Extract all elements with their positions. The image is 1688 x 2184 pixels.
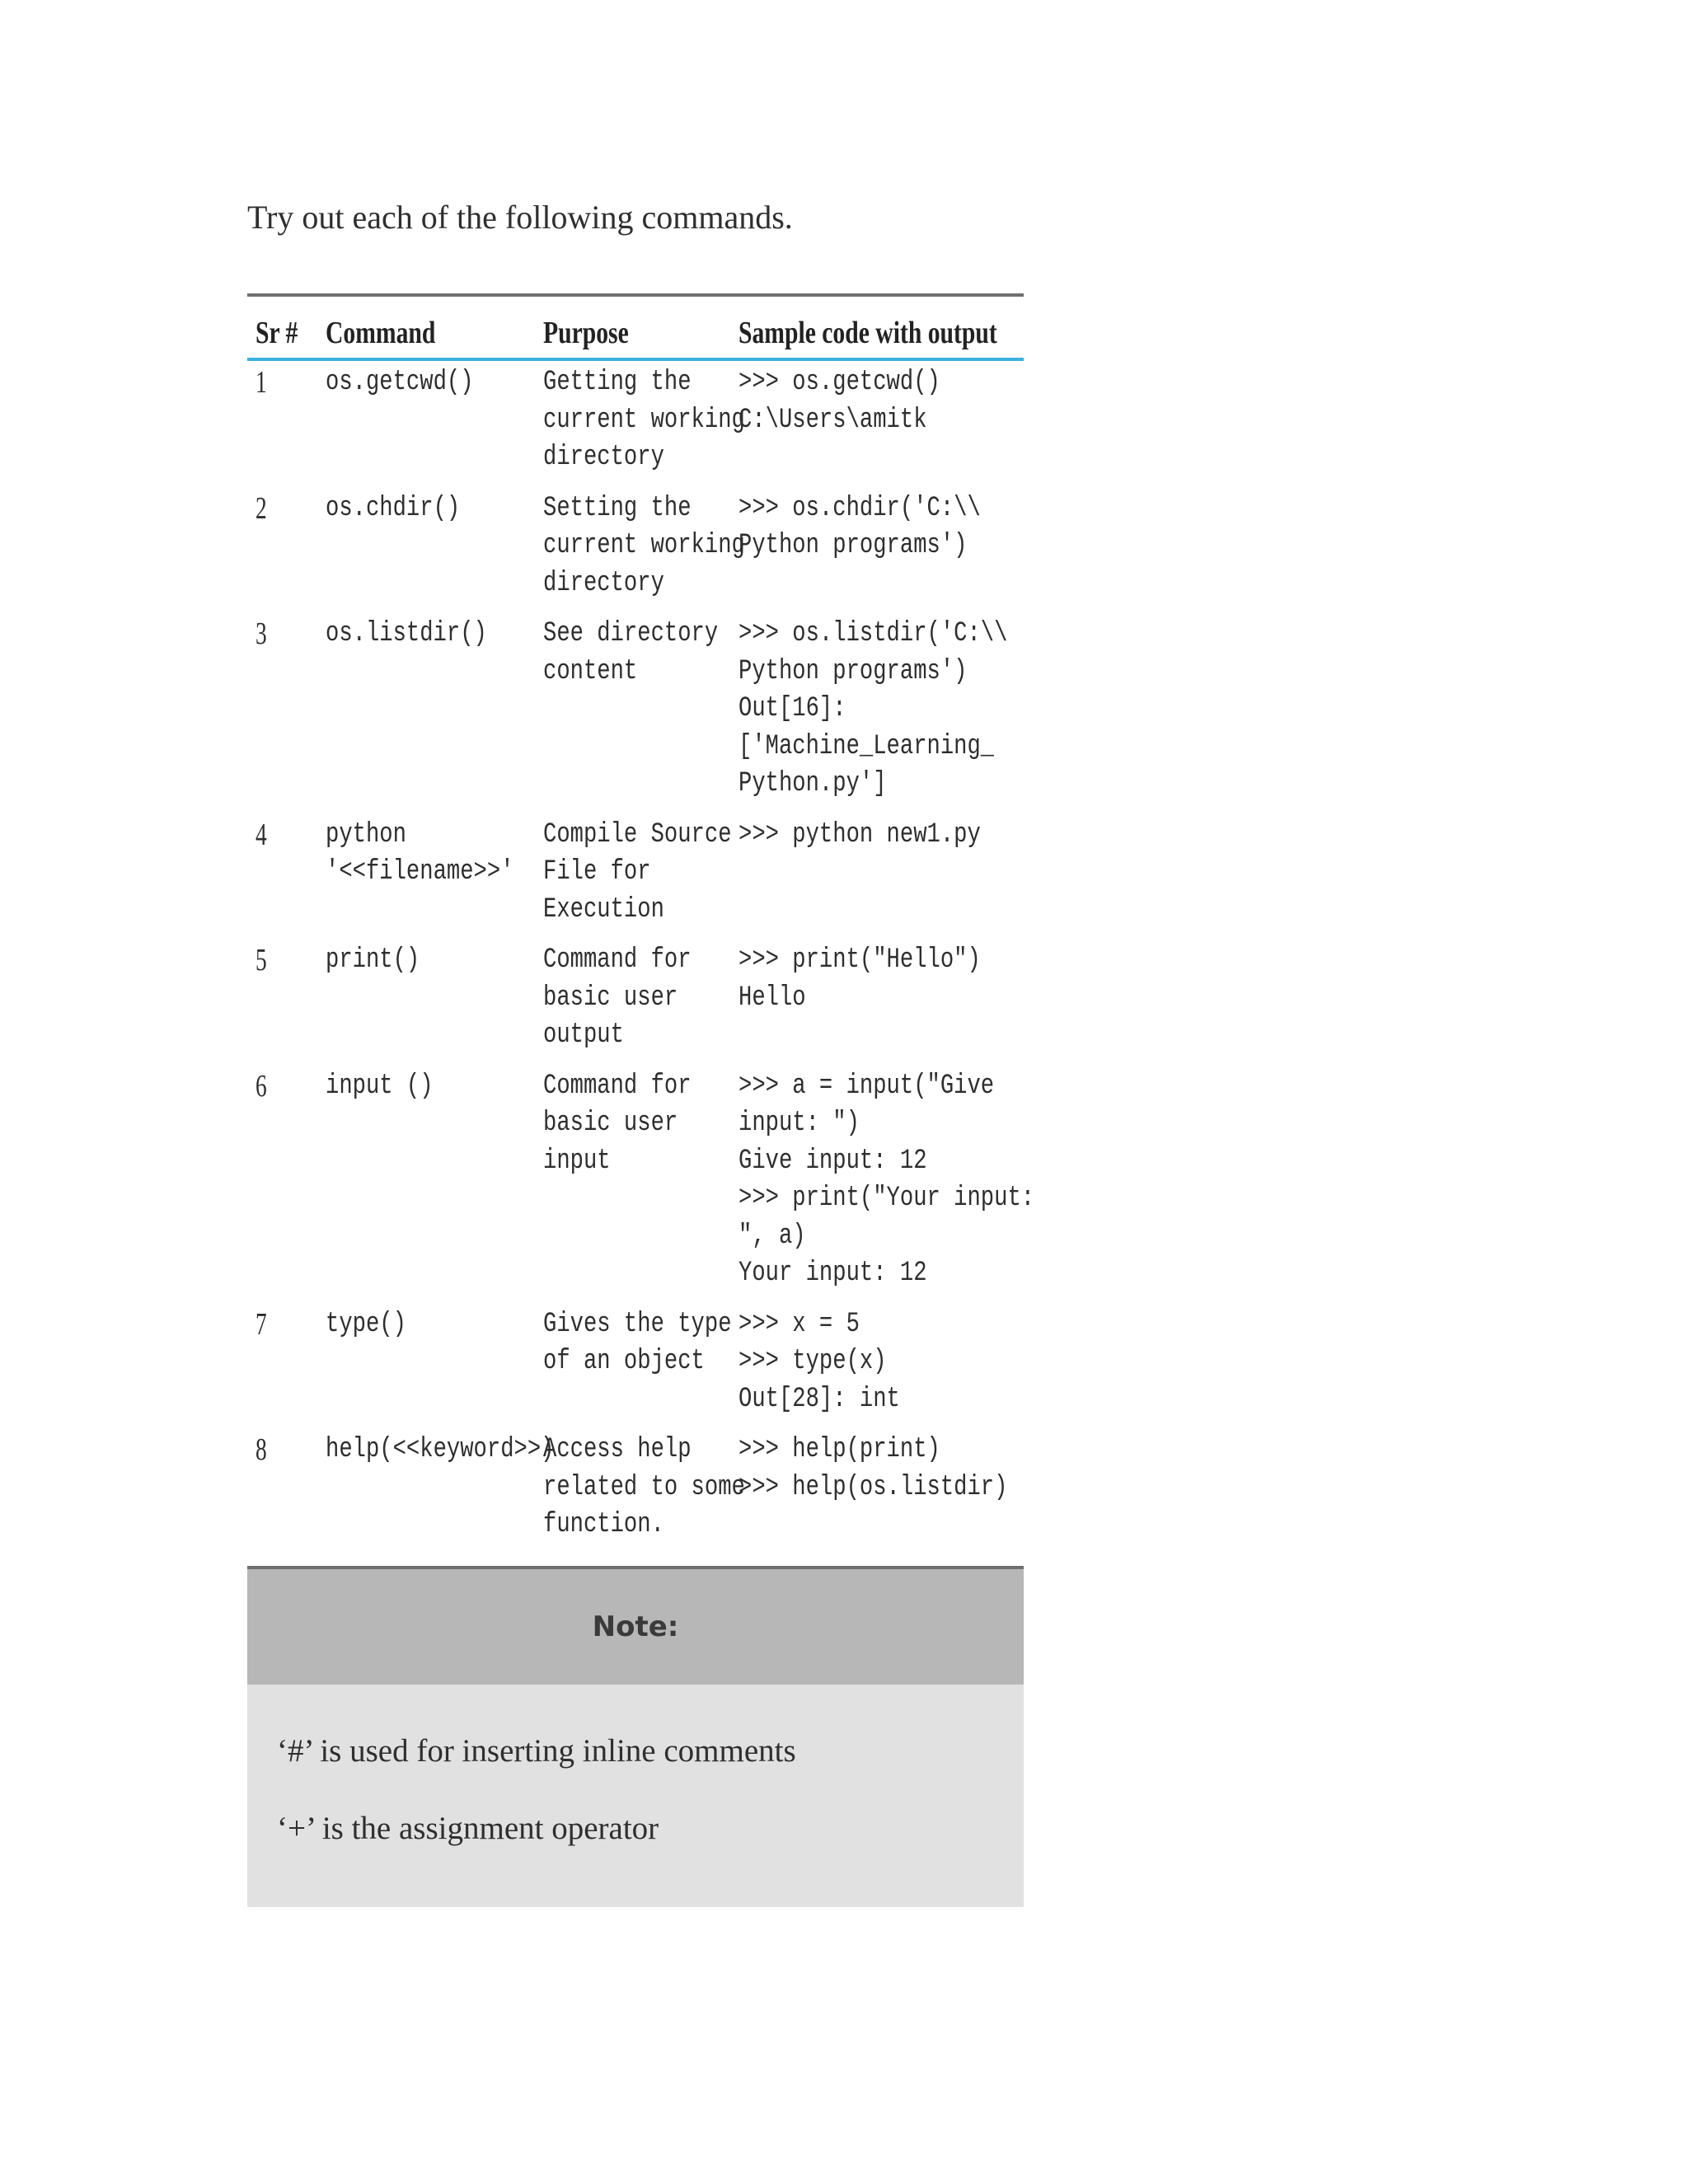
commands-table (247, 293, 1035, 1569)
cell-command (326, 616, 487, 654)
cell-purpose-line: current working (543, 404, 745, 436)
note-line: ‘+’ is the assignment operator (277, 1811, 659, 1846)
cell-sample-line: >>> os.getcwd() (738, 367, 940, 398)
cell-purpose-line: Getting the (543, 367, 692, 398)
cell-sr: 8 (256, 1432, 267, 1467)
cell-sr: 6 (256, 1068, 267, 1104)
cell-command (326, 942, 420, 980)
cell-sample-line: >>> a = input("Give (738, 1070, 995, 1102)
cell-sample-line: Out[28]: int (738, 1383, 900, 1415)
cell-sample-line: >>> help(print) (738, 1434, 940, 1465)
cell-sample-line: Your input: 12 (738, 1258, 927, 1289)
cell-purpose (543, 616, 718, 691)
cell-sample (738, 616, 1007, 804)
cell-purpose-line: Command for (543, 944, 692, 976)
cell-sample-line: input: ") (738, 1108, 860, 1139)
cell-purpose-line: Setting the (543, 492, 692, 524)
cell-sample (738, 942, 981, 1017)
cell-purpose (543, 490, 745, 603)
cell-command (326, 1068, 434, 1106)
cell-purpose (543, 1068, 692, 1181)
cell-sample-line: Python programs') (738, 530, 968, 561)
cell-sample-line: Python programs') (738, 655, 968, 687)
cell-sr: 1 (256, 365, 267, 400)
cell-command-line: os.chdir() (326, 492, 461, 524)
cell-purpose-line: basic user (543, 1108, 678, 1139)
cell-purpose-line: directory (543, 442, 664, 473)
cell-command-line: python (326, 818, 406, 851)
cell-purpose-line: content (543, 655, 638, 687)
cell-purpose-line: of an object (543, 1346, 705, 1377)
table-row (247, 616, 1024, 817)
cell-purpose (543, 817, 732, 930)
cell-purpose (543, 942, 692, 1055)
cell-sample (738, 490, 981, 565)
cell-sample-line: >>> help(os.listdir) (738, 1471, 1008, 1503)
table-row (247, 490, 1024, 616)
cell-purpose-line: output (543, 1019, 624, 1051)
table-body (247, 361, 1035, 1566)
cell-sample-line: Give input: 12 (738, 1145, 927, 1177)
note-line: ‘#’ is used for inserting inline comments (277, 1733, 796, 1769)
cell-sample (738, 1306, 900, 1419)
cell-command-line: os.listdir() (326, 618, 487, 649)
header-command: Command (326, 316, 436, 350)
cell-purpose-line: See directory (543, 618, 719, 649)
table-row (247, 942, 1024, 1068)
cell-sr: 3 (256, 616, 267, 651)
note-box (247, 1569, 1024, 1907)
cell-sr: 7 (256, 1306, 267, 1342)
cell-sample-line: >>> python new1.py (738, 818, 981, 851)
cell-sample (738, 364, 940, 439)
cell-sr: 4 (256, 817, 267, 852)
cell-purpose-line: Access help (543, 1434, 692, 1465)
note-title: Note: (592, 1610, 679, 1643)
cell-sample-line: Hello (738, 982, 806, 1014)
cell-sample-line: >>> x = 5 (738, 1308, 860, 1340)
cell-sample-line: >>> os.chdir('C:\\ (738, 492, 981, 524)
cell-command-line: input () (326, 1070, 434, 1102)
table-row (247, 1068, 1035, 1306)
cell-sample-line: >>> type(x) (738, 1346, 887, 1377)
cell-sample-line: C:\Users\amitk (738, 404, 927, 436)
cell-command (326, 1306, 406, 1344)
cell-purpose-line: File for (543, 856, 651, 888)
cell-command (326, 490, 460, 528)
cell-purpose (543, 1306, 732, 1381)
cell-purpose-line: Execution (543, 893, 664, 926)
table-row (247, 1306, 1024, 1432)
cell-purpose-line: current working (543, 530, 745, 561)
table-row (247, 817, 1024, 943)
table-row (247, 1432, 1024, 1558)
table-header (247, 297, 1024, 361)
cell-purpose-line: Compile Source (543, 818, 732, 851)
cell-command-line: '<<filename>>' (326, 856, 514, 888)
cell-purpose-line: basic user (543, 982, 678, 1014)
cell-sample-line: >>> print("Your input: (738, 1183, 1035, 1214)
cell-sample (738, 817, 981, 855)
header-sample: Sample code with output (738, 316, 997, 350)
cell-purpose-line: related to some (543, 1471, 745, 1503)
cell-command-line: os.getcwd() (326, 367, 474, 398)
cell-sr: 2 (256, 490, 267, 526)
cell-purpose-line: directory (543, 567, 664, 599)
header-purpose: Purpose (543, 316, 629, 350)
note-header (247, 1569, 1024, 1685)
cell-command-line: help(<<keyword>>) (326, 1434, 555, 1465)
cell-purpose-line: function. (543, 1509, 664, 1540)
cell-sample-line: ['Machine_Learning_ (738, 730, 995, 762)
cell-sample-line: >>> print("Hello") (738, 944, 981, 976)
cell-purpose (543, 364, 745, 477)
table-row (247, 364, 1024, 490)
cell-sample-line: Out[16]: (738, 693, 846, 724)
header-sr: Sr # (256, 316, 298, 350)
cell-sample-line: ", a) (738, 1220, 806, 1252)
cell-purpose (543, 1432, 745, 1544)
cell-command (326, 364, 474, 402)
cell-purpose-line: input (543, 1145, 611, 1177)
intro-text: Try out each of the following commands. (247, 199, 793, 236)
cell-sample (738, 1068, 1034, 1293)
cell-sample-line: >>> os.listdir('C:\\ (738, 618, 1008, 649)
cell-sr: 5 (256, 943, 267, 977)
cell-purpose-line: Gives the type (543, 1308, 732, 1340)
cell-purpose-line: Command for (543, 1070, 692, 1102)
cell-command-line: print() (326, 944, 420, 976)
cell-sample-line: Python.py'] (738, 768, 887, 799)
cell-command (326, 1432, 554, 1469)
cell-command (326, 817, 514, 892)
cell-command-line: type() (326, 1308, 406, 1340)
cell-sample (738, 1432, 1007, 1507)
